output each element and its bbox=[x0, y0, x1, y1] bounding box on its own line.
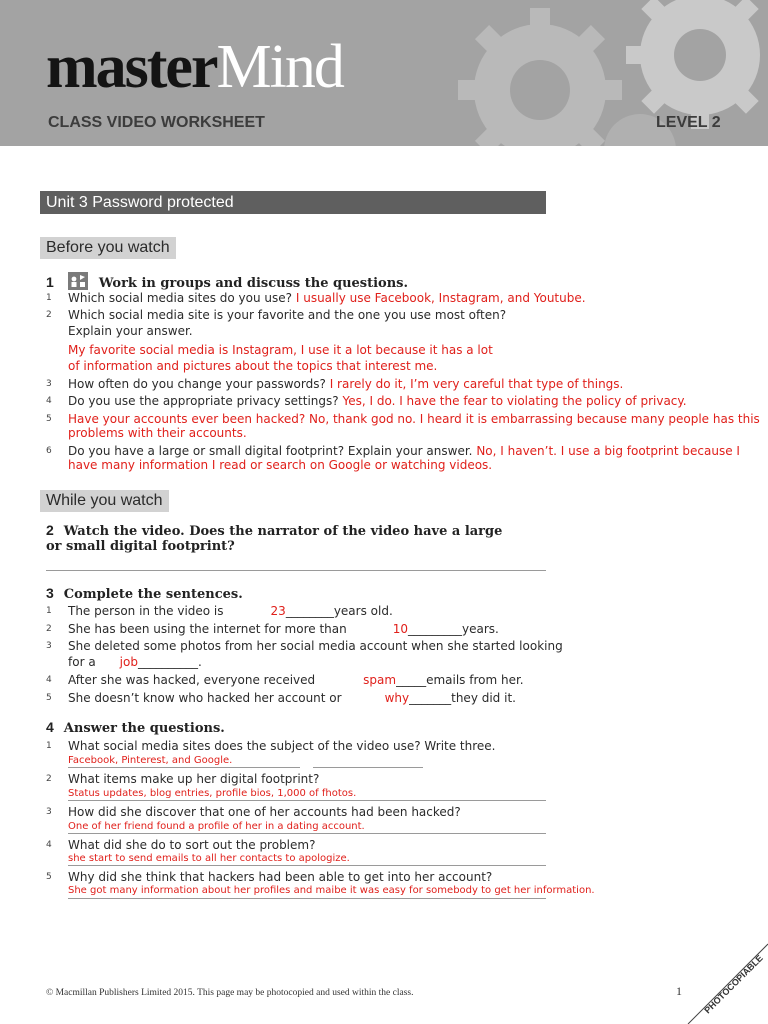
answer-text: No, I haven’t. I use a big footprint because I bbox=[476, 444, 740, 458]
answer-text-cont: problems with their accounts. bbox=[68, 426, 247, 440]
exercise-3-number: 3 bbox=[46, 585, 54, 601]
item-number: 5 bbox=[46, 872, 52, 882]
answer-text: I usually use Facebook, Instagram, and Youtube. bbox=[295, 291, 586, 305]
answer-line bbox=[313, 767, 423, 768]
item-number: 1 bbox=[46, 293, 52, 303]
exercise-4-number: 4 bbox=[46, 719, 54, 735]
photocopiable-stamp bbox=[678, 934, 768, 1024]
exercise-4-heading bbox=[46, 719, 225, 737]
answer-text: Yes, I do. I have the fear to violating the policy of privacy. bbox=[342, 394, 687, 408]
section-before-you-watch: Before you watch bbox=[40, 237, 176, 259]
answer-text: Facebook, Pinterest, and Google. bbox=[68, 755, 233, 766]
item-number: 4 bbox=[46, 675, 52, 685]
sentence-text: She doesn’t know who hacked her account or bbox=[68, 691, 342, 705]
question-text: Do you have a large or small digital footprint? Explain your answer. bbox=[68, 444, 473, 458]
blank-line: _______ bbox=[409, 691, 452, 705]
level-label: LEVEL 2 bbox=[656, 114, 721, 131]
blank-line: __________ bbox=[137, 655, 198, 669]
exercise-1-number: 1 bbox=[46, 274, 54, 290]
item-number: 3 bbox=[46, 807, 52, 817]
answer-line bbox=[68, 800, 546, 801]
exercise-1-instruction: Work in groups and discuss the questions. bbox=[98, 276, 409, 291]
answer-text-cont: of information and pictures about the topics that interest me. bbox=[68, 359, 438, 373]
item-number: 2 bbox=[46, 310, 52, 320]
sentence-text: She deleted some photos from her social media account when she started looking bbox=[68, 639, 563, 653]
sentence-3-3-cont bbox=[68, 654, 202, 670]
logo-part-master: master bbox=[46, 33, 217, 101]
exercise-3-instruction: Complete the sentences. bbox=[63, 587, 243, 602]
group-discussion-icon bbox=[68, 272, 88, 290]
answer-line bbox=[46, 570, 546, 571]
sentence-text-end: they did it. bbox=[451, 691, 516, 705]
item-number: 3 bbox=[46, 379, 52, 389]
exercise-2-line2: or small digital footprint? bbox=[46, 539, 235, 554]
sentence-text-end: years old. bbox=[333, 604, 393, 618]
item-number: 2 bbox=[46, 774, 52, 784]
copyright-notice: © Macmillan Publishers Limited 2015. This page may be photocopied and used within the class. bbox=[46, 988, 414, 998]
answer-text: My favorite social media is Instagram, I use it a lot because it has a lot bbox=[68, 343, 493, 357]
question-text: What social media sites does the subject of the video use? Write three. bbox=[68, 739, 496, 753]
item-number: 1 bbox=[46, 741, 52, 751]
exercise-2-line1: Watch the video. Does the narrator of the video have a large bbox=[63, 524, 503, 539]
item-number: 3 bbox=[46, 641, 52, 651]
question-1-3 bbox=[68, 376, 623, 392]
sentence-text-end: . bbox=[197, 655, 202, 669]
fill-answer: 10 bbox=[392, 622, 409, 636]
question-text: Why did she think that hackers had been able to get into her account? bbox=[68, 870, 493, 884]
blank-line: _________ bbox=[408, 622, 463, 636]
question-text: Do you use the appropriate privacy settings? bbox=[68, 394, 339, 408]
question-text: What did she do to sort out the problem? bbox=[68, 838, 316, 852]
exercise-2-number: 2 bbox=[46, 522, 54, 538]
logo-part-mind: Mind bbox=[216, 33, 343, 101]
sentence-3-1 bbox=[68, 603, 393, 619]
sentence-text-end: emails from her. bbox=[426, 673, 524, 687]
item-number: 4 bbox=[46, 840, 52, 850]
item-number: 5 bbox=[46, 693, 52, 703]
question-text: What items make up her digital footprint? bbox=[68, 772, 320, 786]
exercise-4-instruction: Answer the questions. bbox=[63, 721, 225, 736]
sentence-3-4 bbox=[68, 672, 524, 688]
answer-line bbox=[68, 865, 546, 866]
item-number: 2 bbox=[46, 624, 52, 634]
question-text: How did she discover that one of her accounts had been hacked? bbox=[68, 805, 461, 819]
sentence-text: After she was hacked, everyone received bbox=[68, 673, 316, 687]
answer-text: She got many information about her profiles and maibe it was easy for somebody to get her information. bbox=[68, 885, 595, 896]
sentence-3-2 bbox=[68, 621, 499, 637]
blank-line: _____ bbox=[396, 673, 427, 687]
question-text: Which social media site is your favorite and the one you use most often? bbox=[68, 308, 507, 322]
exercise-2-heading bbox=[46, 522, 502, 540]
photocopiable-label: PHOTOCOPIABLE bbox=[702, 952, 765, 1016]
answer-line bbox=[68, 767, 300, 768]
sentence-text: She has been using the internet for more than bbox=[68, 622, 347, 636]
answer-text: she start to send emails to all her contacts to apologize. bbox=[68, 853, 350, 864]
unit-title-bar: Unit 3 Password protected bbox=[40, 191, 546, 214]
item-number: 4 bbox=[46, 396, 52, 406]
worksheet-subtitle: CLASS VIDEO WORKSHEET bbox=[48, 114, 265, 131]
answer-line bbox=[68, 898, 546, 899]
question-text: Which social media sites do you use? bbox=[68, 291, 293, 305]
exercise-3-heading bbox=[46, 585, 243, 603]
question-1-4 bbox=[68, 393, 687, 409]
sentence-3-5 bbox=[68, 690, 516, 706]
item-number: 5 bbox=[46, 414, 52, 424]
sentence-text: The person in the video is bbox=[68, 604, 224, 618]
answer-text: Have your accounts ever been hacked? No, thank god no. I heard it is embarrassing because many people has this bbox=[68, 412, 760, 426]
answer-text-cont: have many information I read or search on Google or watching videos. bbox=[68, 458, 493, 472]
mastermind-logo bbox=[46, 32, 343, 102]
fill-answer: why bbox=[384, 691, 410, 705]
question-text: How often do you change your passwords? bbox=[68, 377, 326, 391]
section-while-you-watch: While you watch bbox=[40, 490, 169, 512]
answer-text: One of her friend found a profile of her in a dating account. bbox=[68, 821, 365, 832]
exercise-1-heading bbox=[46, 272, 408, 292]
fill-answer: 23 bbox=[270, 604, 286, 618]
fill-answer: spam bbox=[363, 673, 397, 687]
answer-text: Status updates, blog entries, profile bios, 1,000 of fhotos. bbox=[68, 788, 357, 799]
item-number: 1 bbox=[46, 606, 52, 616]
page-number: 1 bbox=[676, 984, 682, 998]
sentence-text-end: years. bbox=[462, 622, 499, 636]
item-number: 6 bbox=[46, 446, 52, 456]
question-1-1 bbox=[68, 290, 586, 306]
page-header bbox=[0, 0, 768, 146]
answer-text: I rarely do it, I’m very careful that type of things. bbox=[329, 377, 624, 391]
question-text-cont: Explain your answer. bbox=[68, 324, 193, 338]
answer-line bbox=[68, 833, 546, 834]
sentence-text: for a bbox=[68, 655, 96, 669]
fill-answer: job bbox=[119, 655, 138, 669]
blank-line: ________ bbox=[285, 604, 334, 618]
